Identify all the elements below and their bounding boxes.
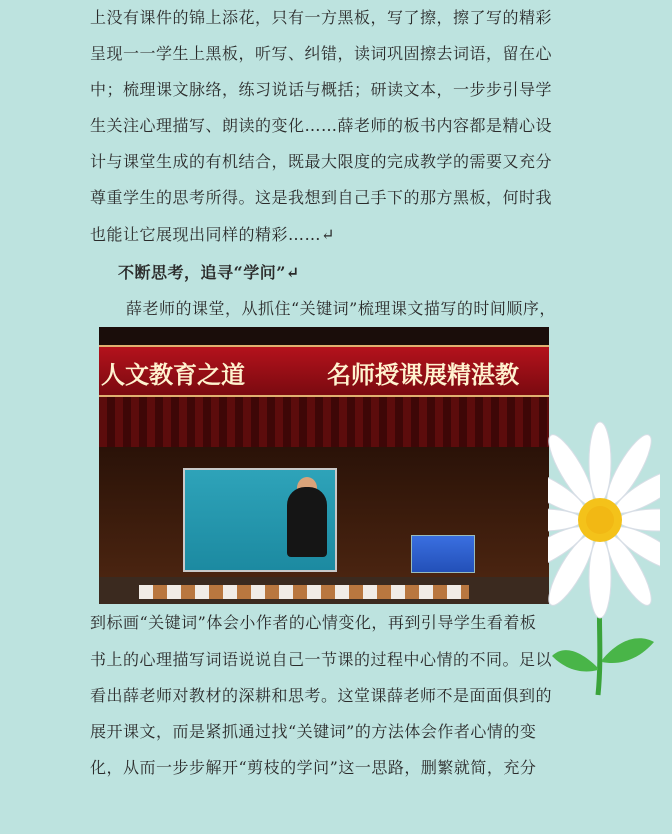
- banner-text-left: 人文教育之道: [101, 361, 245, 389]
- text-line: 书上的心理描写词语说说自己一节课的过程中心情的不同。足以: [90, 650, 553, 669]
- student-desks: [139, 585, 469, 599]
- classroom-photo: [99, 327, 549, 604]
- daisy-flower-icon: [548, 420, 660, 700]
- banner-text-right: 名师授课展精湛教: [327, 361, 519, 389]
- text-line: 中；梳理课文脉络，练习说话与概括；研读文本，一步步引导学: [90, 80, 553, 99]
- text-line: 呈现一一学生上黑板，听写、纠错，读词巩固擦去词语，留在心: [90, 44, 553, 63]
- text-line: 计与课堂生成的有机结合，既最大限度的完成教学的需要又充分: [90, 152, 553, 171]
- text-line: 到标画“关键词”体会小作者的心情变化，再到引导学生看着板: [90, 613, 537, 632]
- side-screen: [411, 535, 475, 573]
- teacher-figure: [287, 487, 327, 557]
- paragraph-start: 薛老师的课堂，从抓住“关键词”梳理课文描写的时间顺序，: [126, 299, 556, 318]
- text-line: 生关注心理描写、朗读的变化……薛老师的板书内容都是精心设: [90, 116, 553, 135]
- text-line: 看出薛老师对教材的深耕和思考。这堂课薛老师不是面面俱到的: [90, 686, 553, 705]
- text-line: 也能让它展现出同样的精彩……↵: [90, 225, 335, 244]
- text-line: 展开课文，而是紧抓通过找“关键词”的方法体会作者心情的变: [90, 722, 537, 741]
- section-heading: 不断思考，追寻“学问”↵: [118, 263, 300, 282]
- text-line: 化，从而一步步解开“剪枝的学问”这一思路，删繁就简，充分: [90, 758, 537, 777]
- text-line: 尊重学生的思考所得。这是我想到自己手下的那方黑板，何时我: [90, 188, 553, 207]
- text-line: 上没有课件的锦上添花，只有一方黑板，写了擦，擦了写的精彩: [90, 8, 553, 27]
- stage-curtain: [99, 397, 549, 447]
